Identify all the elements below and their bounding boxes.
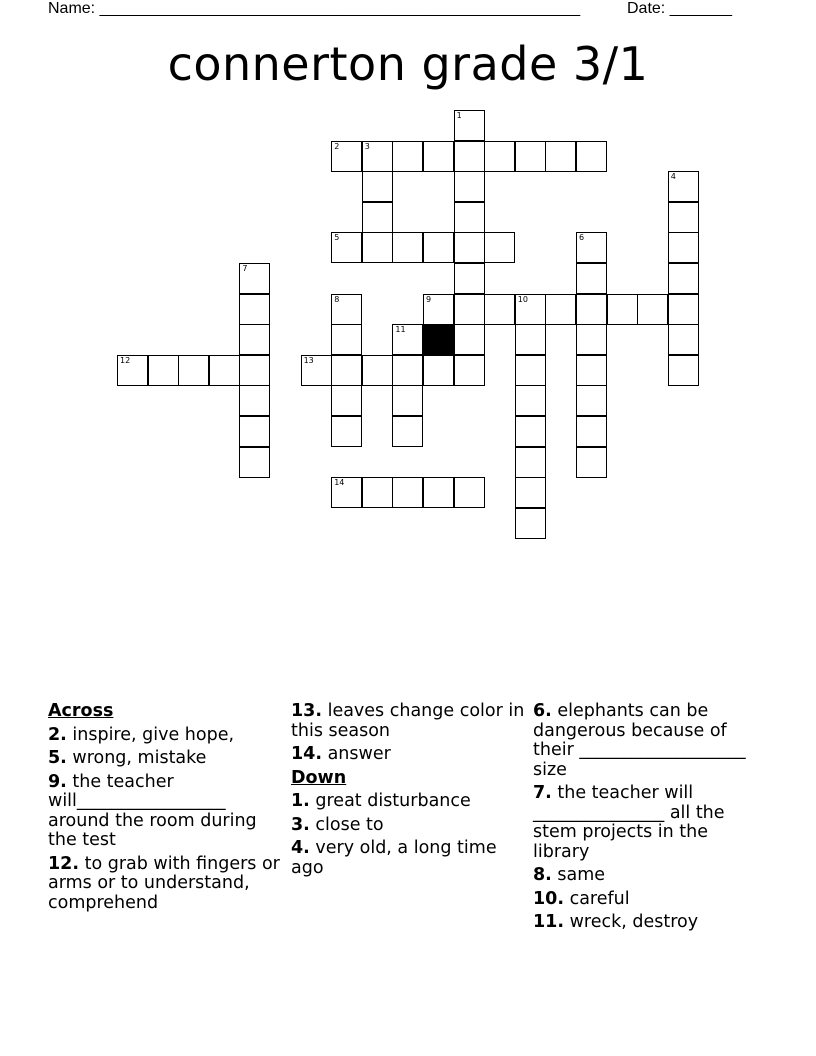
crossword-cell[interactable]: [362, 232, 393, 263]
crossword-cell[interactable]: [454, 477, 485, 508]
crossword-cell[interactable]: [484, 232, 515, 263]
crossword-cell[interactable]: [454, 263, 485, 294]
cell-number: 2: [334, 141, 340, 151]
crossword-cell[interactable]: [423, 477, 454, 508]
cell-number: 11: [395, 325, 406, 335]
crossword-cell[interactable]: [331, 385, 362, 416]
crossword-cell[interactable]: [392, 324, 423, 355]
clue-down-7: [533, 784, 769, 862]
crossword-cell[interactable]: [515, 141, 546, 172]
crossword-cell[interactable]: [668, 171, 699, 202]
crossword-cell[interactable]: [362, 141, 393, 172]
crossword-cell[interactable]: [148, 355, 179, 386]
clue-text: careful: [564, 888, 630, 909]
clue-text: to grab with fingers or arms or to understand, comprehend: [48, 853, 280, 913]
clue-across-5: [48, 749, 288, 769]
crossword-cell[interactable]: [423, 294, 454, 325]
crossword-cell[interactable]: [239, 263, 270, 294]
clue-text: elephants can be dangerous because of their ___________________ size: [533, 701, 746, 780]
crossword-cell[interactable]: [668, 355, 699, 386]
crossword-cell[interactable]: [301, 355, 332, 386]
clue-down-3: [291, 816, 531, 836]
crossword-cell[interactable]: [454, 232, 485, 263]
clue-number: 5.: [48, 748, 67, 768]
clue-number: 7.: [533, 783, 552, 803]
crossword-cell[interactable]: [362, 202, 393, 233]
clue-text: same: [551, 865, 606, 885]
crossword-cell[interactable]: [576, 355, 607, 386]
crossword-cell[interactable]: [576, 447, 607, 478]
crossword-cell[interactable]: [576, 141, 607, 172]
page-title: connerton grade 3/1: [167, 37, 649, 91]
crossword-cell[interactable]: [454, 355, 485, 386]
crossword-cell[interactable]: [515, 294, 546, 325]
cell-number: 5: [334, 233, 340, 243]
crossword-cell[interactable]: [331, 232, 362, 263]
crossword-cell[interactable]: [576, 263, 607, 294]
clue-number: 10.: [533, 888, 565, 909]
crossword-cell[interactable]: [515, 477, 546, 508]
clue-number: 8.: [533, 865, 552, 885]
cell-number: 8: [334, 294, 340, 304]
crossword-cell[interactable]: [515, 385, 546, 416]
crossword-cell[interactable]: [576, 294, 607, 325]
clue-across-13: [291, 702, 531, 741]
crossword-cell[interactable]: [392, 477, 423, 508]
across-heading: Across: [48, 701, 114, 721]
clue-across-12: [48, 855, 288, 914]
crossword-cell[interactable]: [484, 141, 515, 172]
crossword-cell[interactable]: [331, 477, 362, 508]
cell-number: 1: [456, 111, 462, 120]
cell-number: 14: [334, 478, 345, 488]
crossword-cell[interactable]: [423, 232, 454, 263]
clue-number: 4.: [291, 838, 310, 858]
clue-down-11: [533, 913, 769, 933]
crossword-cell[interactable]: [423, 355, 454, 386]
clue-text: great disturbance: [309, 791, 471, 811]
crossword-cell[interactable]: [239, 324, 270, 355]
crossword-cell[interactable]: [331, 416, 362, 447]
clue-text: wrong, mistake: [66, 748, 207, 768]
crossword-cell[interactable]: [576, 385, 607, 416]
crossword-cell[interactable]: [239, 416, 270, 447]
crossword-cell[interactable]: [668, 294, 699, 325]
cell-number: 9: [426, 294, 432, 304]
crossword-cell[interactable]: [392, 416, 423, 447]
clue-down-8: [533, 866, 769, 886]
crossword-cell[interactable]: [239, 447, 270, 478]
crossword-cell[interactable]: [454, 294, 485, 325]
clues-column-2: [291, 702, 531, 882]
clue-text: inspire, give hope,: [66, 724, 235, 745]
clue-text: wreck, destroy: [564, 912, 699, 932]
cell-number: 6: [579, 233, 585, 243]
clue-number: 14.: [291, 744, 323, 764]
crossword-cell[interactable]: [668, 324, 699, 355]
crossword-cell[interactable]: [576, 232, 607, 263]
clue-down-1: [291, 792, 531, 812]
cell-number: 7: [242, 264, 248, 273]
crossword-cell[interactable]: [576, 324, 607, 355]
crossword-cell[interactable]: [331, 294, 362, 325]
clue-down-10: [533, 890, 769, 910]
crossword-cell[interactable]: [454, 324, 485, 355]
clue-number: 11.: [533, 912, 565, 932]
clue-across-2: [48, 726, 288, 746]
clue-text: close to: [309, 814, 384, 835]
cell-number: 13: [303, 355, 314, 365]
clue-across-9: [48, 773, 288, 851]
crossword-cell[interactable]: [331, 141, 362, 172]
crossword-cell[interactable]: [515, 355, 546, 386]
crossword-block-cell: [423, 324, 454, 355]
crossword-cell[interactable]: [239, 355, 270, 386]
clue-number: 2.: [48, 724, 67, 745]
crossword-cell[interactable]: [331, 355, 362, 386]
crossword-cell[interactable]: [392, 232, 423, 263]
crossword-cell[interactable]: [392, 355, 423, 386]
clue-across-14: [291, 745, 531, 765]
clues-column-1: [48, 702, 288, 917]
crossword-cell[interactable]: [239, 385, 270, 416]
crossword-cell[interactable]: [607, 294, 638, 325]
down-heading: Down: [291, 767, 347, 788]
crossword-cell[interactable]: [515, 416, 546, 447]
crossword-cell[interactable]: [454, 110, 485, 141]
crossword-cell[interactable]: [484, 294, 515, 325]
crossword-cell[interactable]: [392, 141, 423, 172]
crossword-cell[interactable]: [423, 141, 454, 172]
clue-text: the teacher will _______________ all the stem projects in the library: [533, 783, 725, 862]
cell-number: 3: [364, 141, 370, 151]
clue-number: 12.: [48, 853, 80, 874]
crossword-cell[interactable]: [576, 416, 607, 447]
crossword-cell[interactable]: [668, 263, 699, 294]
clue-text: the teacher will_________________ around the room during the test: [48, 771, 257, 850]
crossword-cell[interactable]: [454, 171, 485, 202]
name-field-label: Name: ______________________________________________________: [48, 0, 581, 17]
clue-down-6: [533, 702, 769, 780]
crossword-cell[interactable]: [545, 294, 576, 325]
cell-number: 12: [120, 355, 131, 365]
crossword-cell[interactable]: [178, 355, 209, 386]
clues-column-3: [533, 702, 769, 937]
crossword-cell[interactable]: [454, 202, 485, 233]
clue-text: very old, a long time ago: [291, 838, 497, 878]
clue-number: 13.: [291, 701, 323, 721]
crossword-cell[interactable]: [209, 355, 240, 386]
crossword-cell[interactable]: [668, 232, 699, 263]
crossword-cell[interactable]: [117, 355, 148, 386]
crossword-cell[interactable]: [362, 355, 393, 386]
crossword-cell[interactable]: [515, 447, 546, 478]
crossword-cell[interactable]: [454, 141, 485, 172]
crossword-cell[interactable]: [545, 141, 576, 172]
crossword-cell[interactable]: [239, 294, 270, 325]
clue-number: 3.: [291, 814, 310, 835]
clue-number: 1.: [291, 791, 310, 811]
date-field-label: Date: _______: [627, 0, 732, 17]
crossword-cell[interactable]: [362, 477, 393, 508]
crossword-cell[interactable]: [515, 508, 546, 539]
crossword-cell[interactable]: [515, 324, 546, 355]
crossword-cell[interactable]: [331, 324, 362, 355]
cell-number: 10: [517, 294, 528, 304]
crossword-cell[interactable]: [392, 385, 423, 416]
clue-number: 6.: [533, 701, 552, 721]
clue-number: 9.: [48, 771, 67, 792]
crossword-cell[interactable]: [362, 171, 393, 202]
cell-number: 4: [670, 172, 676, 182]
crossword-cell[interactable]: [668, 202, 699, 233]
clue-text: leaves change color in this season: [291, 701, 525, 741]
clue-down-4: [291, 839, 531, 878]
crossword-cell[interactable]: [637, 294, 668, 325]
clue-text: answer: [322, 744, 391, 764]
